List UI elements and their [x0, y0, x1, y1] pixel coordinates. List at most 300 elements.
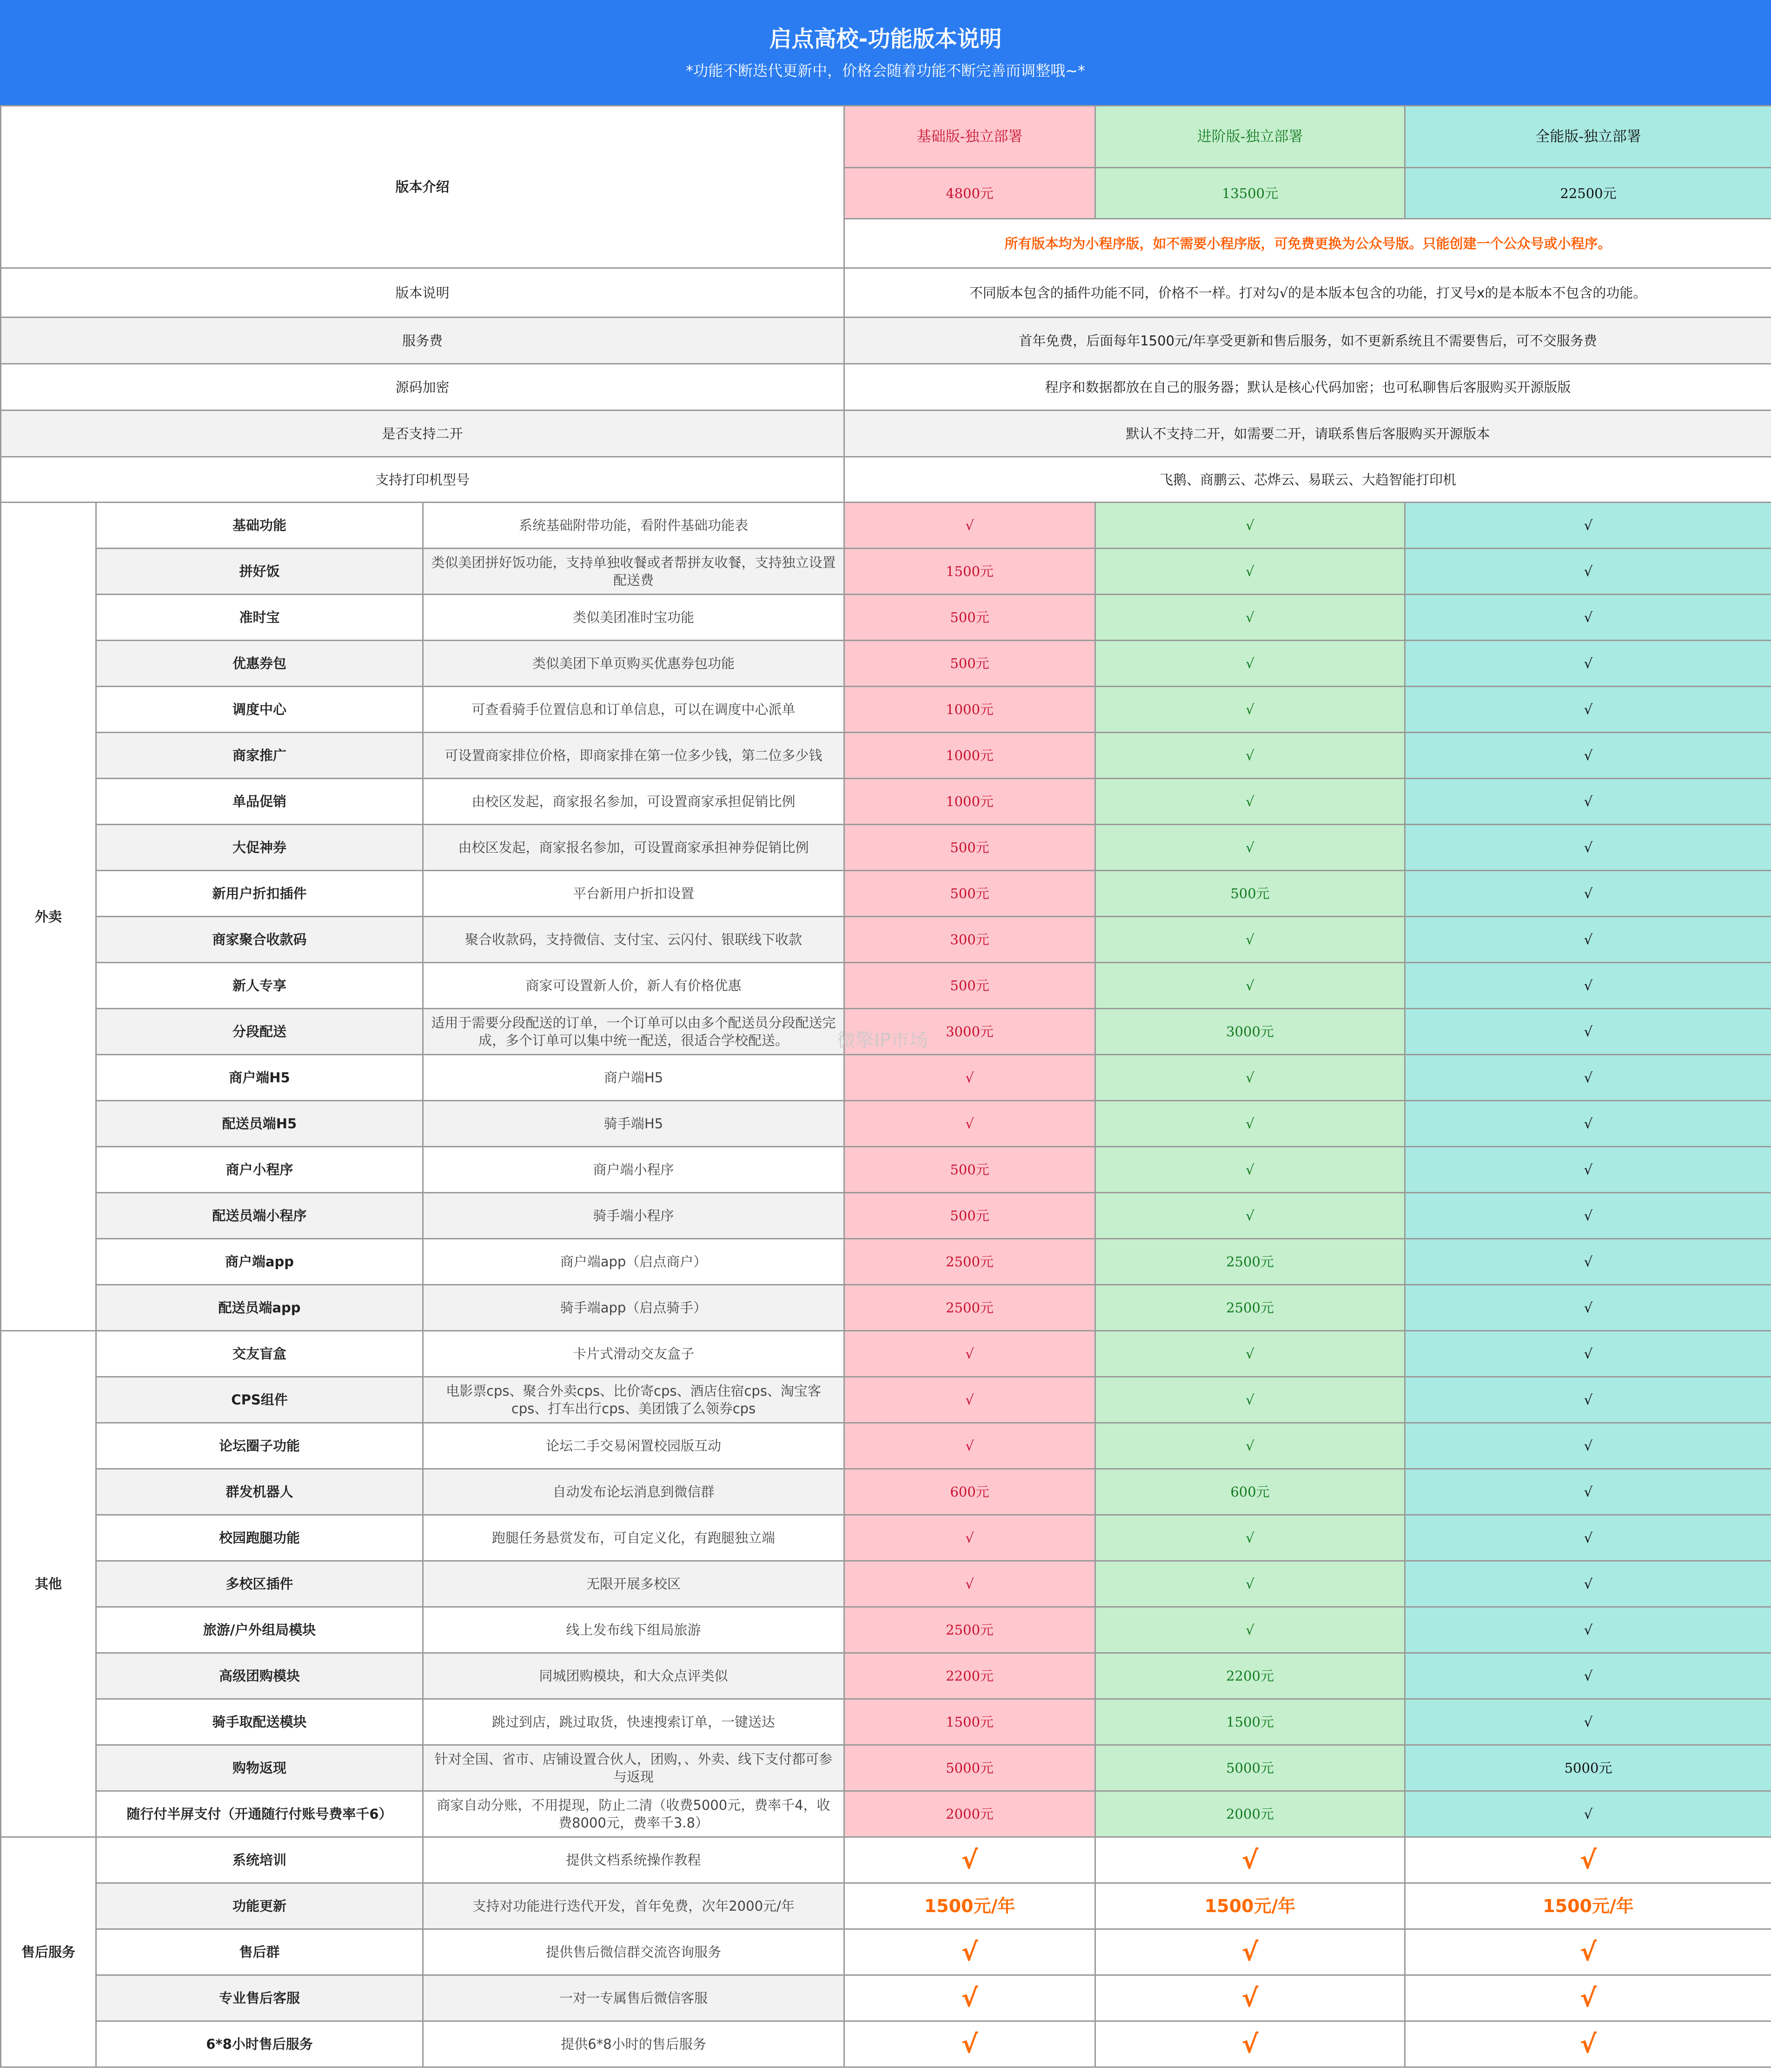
full-plan-cell — [1405, 549, 1771, 595]
price-value: 1500元/年 — [1204, 1896, 1296, 1916]
price-value: 2500元 — [1226, 1254, 1274, 1270]
full-plan-cell — [1405, 1239, 1771, 1285]
feature-row — [1, 1837, 1771, 1883]
full-plan-cell — [1405, 963, 1771, 1009]
info-label: 是否支持二开 — [1, 410, 844, 457]
info-row — [1, 318, 1771, 364]
full-plan-cell — [1405, 1423, 1771, 1469]
price-value: 5000元 — [1226, 1760, 1274, 1776]
check-icon: √ — [965, 517, 974, 533]
check-icon: √ — [1246, 1162, 1254, 1178]
check-icon: √ — [1246, 655, 1254, 671]
info-label: 支持打印机型号 — [1, 457, 844, 503]
feature-name: 系统培训 — [96, 1837, 423, 1883]
feature-desc: 聚合收款码，支持微信、支付宝、云闪付、银联线下收款 — [423, 917, 844, 963]
basic-plan-cell — [844, 1377, 1095, 1423]
check-icon: √ — [1246, 1392, 1254, 1408]
check-icon: √ — [1584, 1806, 1593, 1822]
feature-name: 商户端app — [96, 1239, 423, 1285]
feature-name: 专业售后客服 — [96, 1975, 423, 2021]
advanced-plan-cell — [1095, 1423, 1405, 1469]
feature-row — [1, 1561, 1771, 1607]
price-value: 2500元 — [946, 1300, 994, 1316]
feature-row — [1, 1239, 1771, 1285]
advanced-plan-cell — [1095, 1285, 1405, 1331]
advanced-plan-cell — [1095, 1975, 1405, 2021]
feature-row — [1, 1607, 1771, 1653]
basic-plan-cell — [844, 1607, 1095, 1653]
basic-plan-cell — [844, 917, 1095, 963]
advanced-plan-cell — [1095, 595, 1405, 641]
plan-basic-price: 4800元 — [844, 168, 1095, 219]
feature-row — [1, 1147, 1771, 1193]
check-icon: √ — [1580, 1983, 1597, 2012]
plan-advanced-price: 13500元 — [1095, 168, 1405, 219]
price-value: 500元 — [950, 978, 989, 993]
advanced-plan-cell — [1095, 1837, 1405, 1883]
feature-desc: 骑手端app（启点骑手） — [423, 1285, 844, 1331]
basic-plan-cell — [844, 1837, 1095, 1883]
advanced-plan-cell — [1095, 1147, 1405, 1193]
advanced-plan-cell — [1095, 1561, 1405, 1607]
info-value: 程序和数据都放在自己的服务器；默认是核心代码加密；也可私聊售后客服购买开源版版 — [844, 364, 1771, 410]
feature-row — [1, 917, 1771, 963]
feature-desc: 可设置商家排位价格，即商家排在第一位多少钱，第二位多少钱 — [423, 733, 844, 779]
price-value: 1000元 — [946, 702, 994, 717]
feature-row — [1, 1285, 1771, 1331]
feature-desc: 商户端H5 — [423, 1055, 844, 1101]
basic-plan-cell — [844, 641, 1095, 687]
plan-basic-name: 基础版-独立部署 — [844, 106, 1095, 168]
feature-name: 新用户折扣插件 — [96, 871, 423, 917]
price-value: 2500元 — [946, 1622, 994, 1638]
feature-table — [0, 105, 1771, 2068]
check-icon: √ — [1580, 1845, 1597, 1874]
feature-row — [1, 963, 1771, 1009]
check-icon: √ — [1241, 1937, 1259, 1966]
check-icon: √ — [1584, 1024, 1593, 1039]
plan-full-name: 全能版-独立部署 — [1405, 106, 1771, 168]
full-plan-cell — [1405, 1285, 1771, 1331]
full-plan-cell — [1405, 1469, 1771, 1515]
feature-desc: 平台新用户折扣设置 — [423, 871, 844, 917]
basic-plan-cell — [844, 1883, 1095, 1929]
check-icon: √ — [1584, 1300, 1593, 1316]
info-row — [1, 457, 1771, 503]
feature-name: 商家推广 — [96, 733, 423, 779]
check-icon: √ — [1584, 1070, 1593, 1086]
feature-name: 商家聚合收款码 — [96, 917, 423, 963]
full-plan-cell — [1405, 1193, 1771, 1239]
group-label: 售后服务 — [1, 1837, 96, 2067]
basic-plan-cell — [844, 1699, 1095, 1745]
full-plan-cell — [1405, 687, 1771, 733]
price-value: 5000元 — [1564, 1760, 1612, 1776]
check-icon: √ — [965, 1070, 974, 1086]
basic-plan-cell — [844, 1561, 1095, 1607]
feature-desc: 同城团购模块，和大众点评类似 — [423, 1653, 844, 1699]
advanced-plan-cell — [1095, 1055, 1405, 1101]
full-plan-cell — [1405, 595, 1771, 641]
full-plan-cell — [1405, 1653, 1771, 1699]
price-value: 1000元 — [946, 748, 994, 763]
price-value: 2200元 — [946, 1668, 994, 1684]
basic-plan-cell — [844, 779, 1095, 825]
feature-desc: 提供售后微信群交流咨询服务 — [423, 1929, 844, 1975]
check-icon: √ — [1584, 1438, 1593, 1454]
check-icon: √ — [1246, 1346, 1254, 1362]
info-label: 版本说明 — [1, 268, 844, 318]
price-value: 500元 — [950, 1208, 989, 1224]
check-icon: √ — [1246, 563, 1254, 579]
basic-plan-cell — [844, 2021, 1095, 2067]
feature-row — [1, 779, 1771, 825]
advanced-plan-cell — [1095, 2021, 1405, 2067]
check-icon: √ — [965, 1116, 974, 1132]
price-value: 1500元/年 — [1543, 1896, 1634, 1916]
basic-plan-cell — [844, 1147, 1095, 1193]
feature-name: 分段配送 — [96, 1009, 423, 1055]
feature-desc: 支持对功能进行迭代开发，首年免费，次年2000元/年 — [423, 1883, 844, 1929]
info-value: 不同版本包含的插件功能不同，价格不一样。打对勾√的是本版本包含的功能，打叉号x的是本版本不包含的功能。 — [844, 268, 1771, 318]
check-icon: √ — [1246, 1622, 1254, 1638]
advanced-plan-cell — [1095, 1699, 1405, 1745]
info-label: 服务费 — [1, 318, 844, 364]
feature-row — [1, 871, 1771, 917]
advanced-plan-cell — [1095, 503, 1405, 549]
feature-name: 交友盲盒 — [96, 1331, 423, 1377]
feature-name: 群发机器人 — [96, 1469, 423, 1515]
basic-plan-cell — [844, 1331, 1095, 1377]
price-value: 500元 — [950, 609, 989, 625]
price-value: 600元 — [1230, 1484, 1270, 1500]
check-icon: √ — [1584, 794, 1593, 809]
advanced-plan-cell — [1095, 1607, 1405, 1653]
basic-plan-cell — [844, 1009, 1095, 1055]
advanced-plan-cell — [1095, 1929, 1405, 1975]
price-value: 2500元 — [1226, 1300, 1274, 1316]
check-icon: √ — [1584, 1392, 1593, 1408]
feature-desc: 系统基础附带功能，看附件基础功能表 — [423, 503, 844, 549]
feature-name: 旅游/户外组局模块 — [96, 1607, 423, 1653]
basic-plan-cell — [844, 1101, 1095, 1147]
check-icon: √ — [1584, 1622, 1593, 1638]
feature-name: 售后群 — [96, 1929, 423, 1975]
feature-name: 校园跑腿功能 — [96, 1515, 423, 1561]
full-plan-cell — [1405, 871, 1771, 917]
advanced-plan-cell — [1095, 1101, 1405, 1147]
check-icon: √ — [1246, 517, 1254, 533]
check-icon: √ — [1584, 932, 1593, 947]
check-icon: √ — [1584, 748, 1593, 763]
check-icon: √ — [1584, 1714, 1593, 1730]
feature-row — [1, 1101, 1771, 1147]
check-icon: √ — [965, 1392, 974, 1408]
feature-desc: 适用于需要分段配送的订单，一个订单可以由多个配送员分段配送完成，多个订单可以集中统一配送，很适合学校配送。 — [423, 1009, 844, 1055]
check-icon: √ — [1584, 655, 1593, 671]
feature-name: 优惠券包 — [96, 641, 423, 687]
check-icon: √ — [961, 1983, 978, 2012]
feature-row — [1, 1377, 1771, 1423]
feature-name: 配送员端app — [96, 1285, 423, 1331]
basic-plan-cell — [844, 1929, 1095, 1975]
feature-name: 配送员端小程序 — [96, 1193, 423, 1239]
feature-name: 骑手取配送模块 — [96, 1699, 423, 1745]
feature-desc: 骑手端小程序 — [423, 1193, 844, 1239]
basic-plan-cell — [844, 1055, 1095, 1101]
full-plan-cell — [1405, 1929, 1771, 1975]
full-plan-cell — [1405, 1791, 1771, 1837]
info-row — [1, 410, 1771, 457]
check-icon: √ — [1246, 1576, 1254, 1592]
watermark: 微擎IP市场 — [837, 1030, 928, 1051]
advanced-plan-cell — [1095, 871, 1405, 917]
feature-desc: 类似美团拼好饭功能，支持单独收餐或者帮拼友收餐，支持独立设置配送费 — [423, 549, 844, 595]
check-icon: √ — [1584, 563, 1593, 579]
feature-row — [1, 1699, 1771, 1745]
advanced-plan-cell — [1095, 687, 1405, 733]
basic-plan-cell — [844, 1515, 1095, 1561]
feature-name: 6*8小时售后服务 — [96, 2021, 423, 2067]
plan-advanced-name: 进阶版-独立部署 — [1095, 106, 1405, 168]
info-row — [1, 268, 1771, 318]
advanced-plan-cell — [1095, 1469, 1405, 1515]
feature-desc: 由校区发起，商家报名参加，可设置商家承担促销比例 — [423, 779, 844, 825]
basic-plan-cell — [844, 1469, 1095, 1515]
feature-desc: 提供6*8小时的售后服务 — [423, 2021, 844, 2067]
check-icon: √ — [1246, 1116, 1254, 1132]
price-value: 1500元/年 — [924, 1896, 1015, 1916]
price-value: 500元 — [950, 655, 989, 671]
feature-name: 购物返现 — [96, 1745, 423, 1791]
check-icon: √ — [1246, 1070, 1254, 1086]
basic-plan-cell — [844, 1423, 1095, 1469]
group-label: 其他 — [1, 1331, 96, 1837]
feature-name: 大促神券 — [96, 825, 423, 871]
check-icon: √ — [1584, 1254, 1593, 1270]
feature-row — [1, 1791, 1771, 1837]
feature-desc: 类似美团下单页购买优惠券包功能 — [423, 641, 844, 687]
basic-plan-cell — [844, 733, 1095, 779]
feature-row — [1, 2021, 1771, 2067]
feature-desc: 商家可设置新人价，新人有价格优惠 — [423, 963, 844, 1009]
feature-row — [1, 1055, 1771, 1101]
check-icon: √ — [1246, 1208, 1254, 1224]
feature-row — [1, 1331, 1771, 1377]
check-icon: √ — [1246, 1438, 1254, 1454]
feature-desc: 跑腿任务悬赏发布，可自定义化，有跑腿独立端 — [423, 1515, 844, 1561]
full-plan-cell — [1405, 1975, 1771, 2021]
feature-row — [1, 733, 1771, 779]
check-icon: √ — [1584, 1484, 1593, 1500]
info-label: 源码加密 — [1, 364, 844, 410]
full-plan-cell — [1405, 917, 1771, 963]
advanced-plan-cell — [1095, 779, 1405, 825]
feature-row — [1, 1883, 1771, 1929]
feature-desc: 骑手端H5 — [423, 1101, 844, 1147]
feature-row — [1, 595, 1771, 641]
check-icon: √ — [1584, 1162, 1593, 1178]
group-label: 外卖 — [1, 503, 96, 1331]
feature-name: 多校区插件 — [96, 1561, 423, 1607]
basic-plan-cell — [844, 1975, 1095, 2021]
price-value: 600元 — [950, 1484, 989, 1500]
price-value: 500元 — [950, 840, 989, 855]
advanced-plan-cell — [1095, 733, 1405, 779]
basic-plan-cell — [844, 963, 1095, 1009]
check-icon: √ — [965, 1530, 974, 1546]
intro-label: 版本介绍 — [1, 106, 844, 268]
basic-plan-cell — [844, 825, 1095, 871]
header-banner — [0, 0, 1771, 105]
price-value: 2200元 — [1226, 1668, 1274, 1684]
info-row — [1, 364, 1771, 410]
check-icon: √ — [1241, 1845, 1259, 1874]
basic-plan-cell — [844, 1653, 1095, 1699]
feature-desc: 线上发布线下组局旅游 — [423, 1607, 844, 1653]
full-plan-cell — [1405, 1377, 1771, 1423]
check-icon: √ — [961, 1937, 978, 1966]
check-icon: √ — [1584, 1208, 1593, 1224]
info-value: 默认不支持二开，如需要二开，请联系售后客服购买开源版本 — [844, 410, 1771, 457]
check-icon: √ — [961, 1845, 978, 1874]
check-icon: √ — [1584, 1530, 1593, 1546]
check-icon: √ — [961, 2029, 978, 2059]
advanced-plan-cell — [1095, 1239, 1405, 1285]
full-plan-cell — [1405, 641, 1771, 687]
feature-desc: 商家自动分账，不用提现，防止二清（收费5000元，费率千4，收费8000元，费率千3.8） — [423, 1791, 844, 1837]
advanced-plan-cell — [1095, 917, 1405, 963]
feature-name: 调度中心 — [96, 687, 423, 733]
basic-plan-cell — [844, 503, 1095, 549]
check-icon: √ — [965, 1576, 974, 1592]
info-value: 飞鹅、商鹏云、芯烨云、易联云、大趋智能打印机 — [844, 457, 1771, 503]
check-icon: √ — [1246, 702, 1254, 717]
feature-row — [1, 1423, 1771, 1469]
feature-name: 单品促销 — [96, 779, 423, 825]
price-value: 1000元 — [946, 794, 994, 809]
basic-plan-cell — [844, 871, 1095, 917]
advanced-plan-cell — [1095, 1745, 1405, 1791]
feature-desc: 由校区发起，商家报名参加，可设置商家承担神券促销比例 — [423, 825, 844, 871]
price-value: 2500元 — [946, 1254, 994, 1270]
feature-row — [1, 641, 1771, 687]
feature-name: 配送员端H5 — [96, 1101, 423, 1147]
advanced-plan-cell — [1095, 1791, 1405, 1837]
feature-desc: 无限开展多校区 — [423, 1561, 844, 1607]
feature-row — [1, 503, 1771, 549]
full-plan-cell — [1405, 733, 1771, 779]
price-value: 1500元 — [946, 563, 994, 579]
feature-desc: 商户端app（启点商户） — [423, 1239, 844, 1285]
check-icon: √ — [1246, 932, 1254, 947]
feature-desc: 针对全国、省市、店铺设置合伙人，团购，、外卖、线下支付都可参与返现 — [423, 1745, 844, 1791]
feature-name: 准时宝 — [96, 595, 423, 641]
basic-plan-cell — [844, 1193, 1095, 1239]
feature-name: 功能更新 — [96, 1883, 423, 1929]
page-subtitle: *功能不断迭代更新中，价格会随着功能不断完善而调整哦~* — [686, 62, 1085, 79]
check-icon: √ — [1580, 2029, 1597, 2059]
check-icon: √ — [1584, 609, 1593, 625]
price-value: 300元 — [950, 932, 989, 947]
price-value: 2000元 — [1226, 1806, 1274, 1822]
basic-plan-cell — [844, 1745, 1095, 1791]
full-plan-cell — [1405, 779, 1771, 825]
plan-full-price: 22500元 — [1405, 168, 1771, 219]
full-plan-cell — [1405, 1699, 1771, 1745]
feature-desc: 一对一专属售后微信客服 — [423, 1975, 844, 2021]
feature-desc: 论坛二手交易闲置校园版互动 — [423, 1423, 844, 1469]
info-value: 首年免费，后面每年1500元/年享受更新和售后服务，如不更新系统且不需要售后，可不交服务费 — [844, 318, 1771, 364]
check-icon: √ — [1246, 748, 1254, 763]
price-value: 1500元 — [946, 1714, 994, 1730]
advanced-plan-cell — [1095, 549, 1405, 595]
advanced-plan-cell — [1095, 963, 1405, 1009]
check-icon: √ — [1246, 978, 1254, 993]
feature-name: 拼好饭 — [96, 549, 423, 595]
feature-desc: 类似美团准时宝功能 — [423, 595, 844, 641]
full-plan-cell — [1405, 1009, 1771, 1055]
basic-plan-cell — [844, 549, 1095, 595]
feature-desc: 卡片式滑动交友盒子 — [423, 1331, 844, 1377]
full-plan-cell — [1405, 1515, 1771, 1561]
feature-name: 基础功能 — [96, 503, 423, 549]
basic-plan-cell — [844, 595, 1095, 641]
feature-row — [1, 1745, 1771, 1791]
feature-row — [1, 1929, 1771, 1975]
feature-name: 商户小程序 — [96, 1147, 423, 1193]
advanced-plan-cell — [1095, 825, 1405, 871]
feature-name: CPS组件 — [96, 1377, 423, 1423]
full-plan-cell — [1405, 825, 1771, 871]
check-icon: √ — [1584, 1668, 1593, 1684]
check-icon: √ — [1584, 1116, 1593, 1132]
price-value: 3000元 — [946, 1024, 994, 1039]
feature-row — [1, 1653, 1771, 1699]
feature-row — [1, 1009, 1771, 1055]
full-plan-cell — [1405, 1331, 1771, 1377]
price-value: 3000元 — [1226, 1024, 1274, 1039]
page-title: 启点高校-功能版本说明 — [769, 26, 1002, 52]
feature-name: 商户端H5 — [96, 1055, 423, 1101]
full-plan-cell — [1405, 1101, 1771, 1147]
full-plan-cell — [1405, 1883, 1771, 1929]
check-icon: √ — [1246, 609, 1254, 625]
advanced-plan-cell — [1095, 1653, 1405, 1699]
check-icon: √ — [1584, 1346, 1593, 1362]
check-icon: √ — [1584, 886, 1593, 901]
basic-plan-cell — [844, 1791, 1095, 1837]
check-icon: √ — [1241, 1983, 1259, 2012]
feature-name: 新人专享 — [96, 963, 423, 1009]
feature-desc: 跳过到店，跳过取货，快速搜索订单，一键送达 — [423, 1699, 844, 1745]
check-icon: √ — [1246, 794, 1254, 809]
full-plan-cell — [1405, 2021, 1771, 2067]
feature-row — [1, 1193, 1771, 1239]
feature-name: 随行付半屏支付（开通随行付账号费率千6） — [96, 1791, 423, 1837]
full-plan-cell — [1405, 1561, 1771, 1607]
basic-plan-cell — [844, 1285, 1095, 1331]
feature-desc: 自动发布论坛消息到微信群 — [423, 1469, 844, 1515]
feature-desc: 可查看骑手位置信息和订单信息，可以在调度中心派单 — [423, 687, 844, 733]
full-plan-cell — [1405, 1055, 1771, 1101]
feature-name: 高级团购模块 — [96, 1653, 423, 1699]
full-plan-cell — [1405, 1147, 1771, 1193]
basic-plan-cell — [844, 1239, 1095, 1285]
price-value: 1500元 — [1226, 1714, 1274, 1730]
price-value: 500元 — [950, 1162, 989, 1178]
full-plan-cell — [1405, 1745, 1771, 1791]
